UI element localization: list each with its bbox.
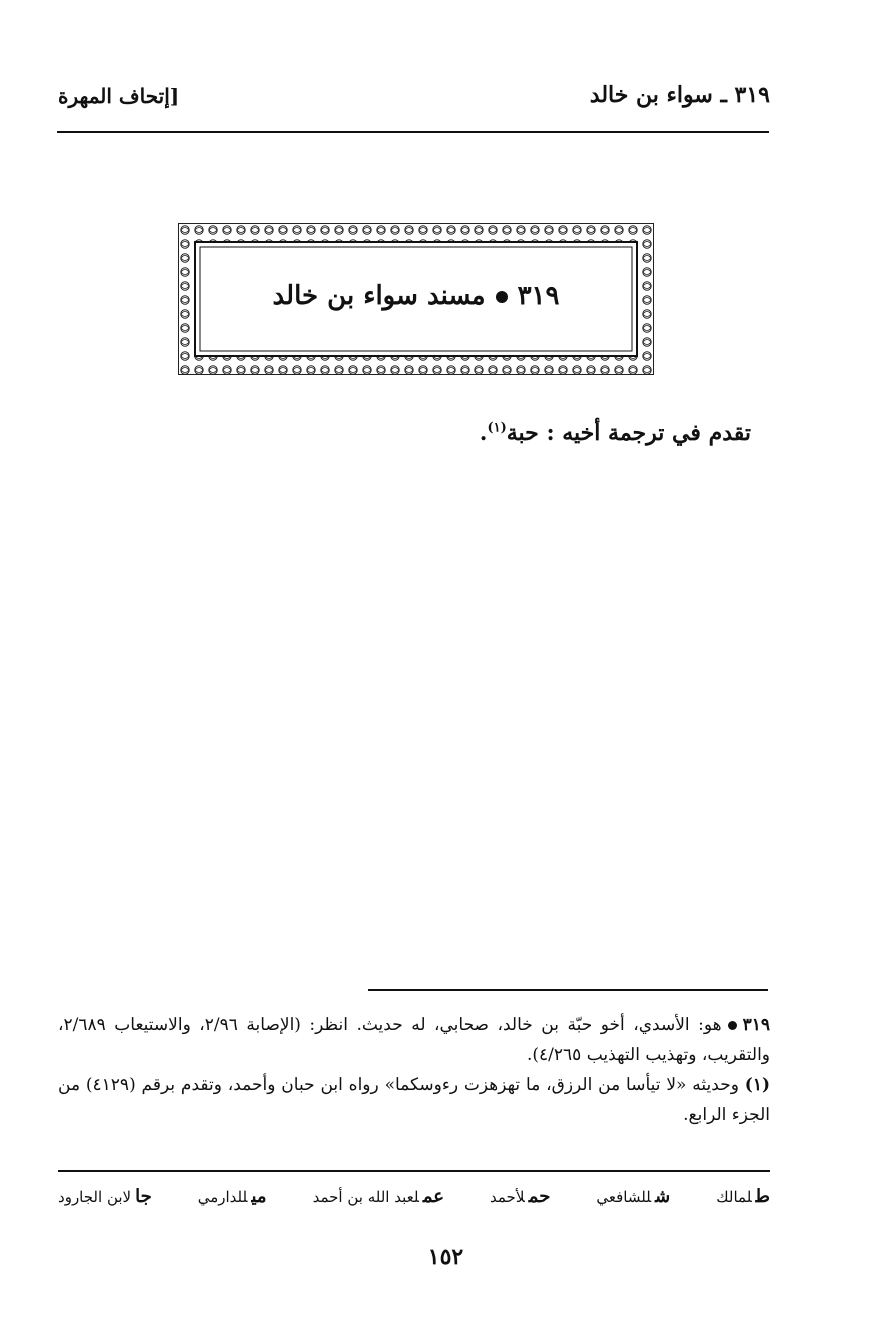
- legend-item: [198, 1186, 267, 1207]
- legend-abbr: جا: [135, 1186, 152, 1207]
- running-header: [58, 82, 770, 122]
- running-title-left: [إتحاف المهرة: [58, 84, 180, 108]
- legend-item: [313, 1186, 444, 1207]
- legend-item: [58, 1186, 152, 1207]
- footnote-rule: [368, 989, 768, 991]
- section-title-frame: [178, 223, 654, 375]
- section-title: [178, 281, 654, 311]
- abbreviation-legend: [58, 1186, 770, 1207]
- footnote-marker: ٣١٩: [742, 1015, 770, 1035]
- footnote-text: وحديثه «لا تيأسا من الرزق، ما تهزهزت رءوسكما» رواه ابن حبان وأحمد، وتقدم برقم (٤١٢٩) من الجزء الرابع.: [58, 1075, 770, 1125]
- body-text: [480, 420, 751, 446]
- legend-label: لأحمد: [490, 1188, 525, 1206]
- legend-label: للدارمي: [197, 1188, 248, 1206]
- footnote-hadith: [58, 1070, 770, 1130]
- legend-abbr: ط: [755, 1186, 770, 1207]
- legend-rule: [58, 1170, 770, 1172]
- legend-item: [596, 1186, 670, 1207]
- legend-label: لمالك: [716, 1188, 752, 1206]
- bullet-icon: [496, 291, 508, 303]
- section-title-text: مسند سواء بن خالد: [272, 281, 486, 311]
- footnote-marker: (١): [744, 1075, 771, 1095]
- legend-label: لعبد الله بن أحمد: [312, 1188, 419, 1206]
- legend-abbr: ش: [655, 1186, 671, 1207]
- bullet-icon: [728, 1021, 737, 1030]
- page-number: ١٥٢: [427, 1244, 464, 1270]
- header-rule: [57, 131, 769, 133]
- legend-item: [716, 1186, 770, 1207]
- legend-abbr: حم: [528, 1186, 551, 1207]
- running-title-right: ٣١٩ ـ سواء بن خالد: [589, 82, 770, 108]
- legend-abbr: عم: [422, 1186, 444, 1207]
- footnotes: [58, 1010, 770, 1130]
- footnote-biography: [58, 1010, 770, 1070]
- footnote-reference: (١): [487, 420, 507, 436]
- body-text-end: .: [479, 420, 488, 446]
- legend-label: للشافعي: [596, 1188, 652, 1206]
- footnote-text: هو: الأسدي، أخو حبّة بن خالد، صحابي، له حديث. انظر: (الإصابة ٢/٩٦، والاستيعاب ٢/٦٨٩، والتقريب، وتهذيب التهذيب ٤/٢٦٥).: [58, 1015, 770, 1065]
- legend-item: [490, 1186, 550, 1207]
- body-text-content: تقدم في ترجمة أخيه : حبة: [506, 420, 751, 446]
- legend-abbr: مي: [251, 1186, 267, 1207]
- legend-label: لابن الجارود: [58, 1188, 132, 1206]
- section-number: ٣١٩: [517, 281, 560, 311]
